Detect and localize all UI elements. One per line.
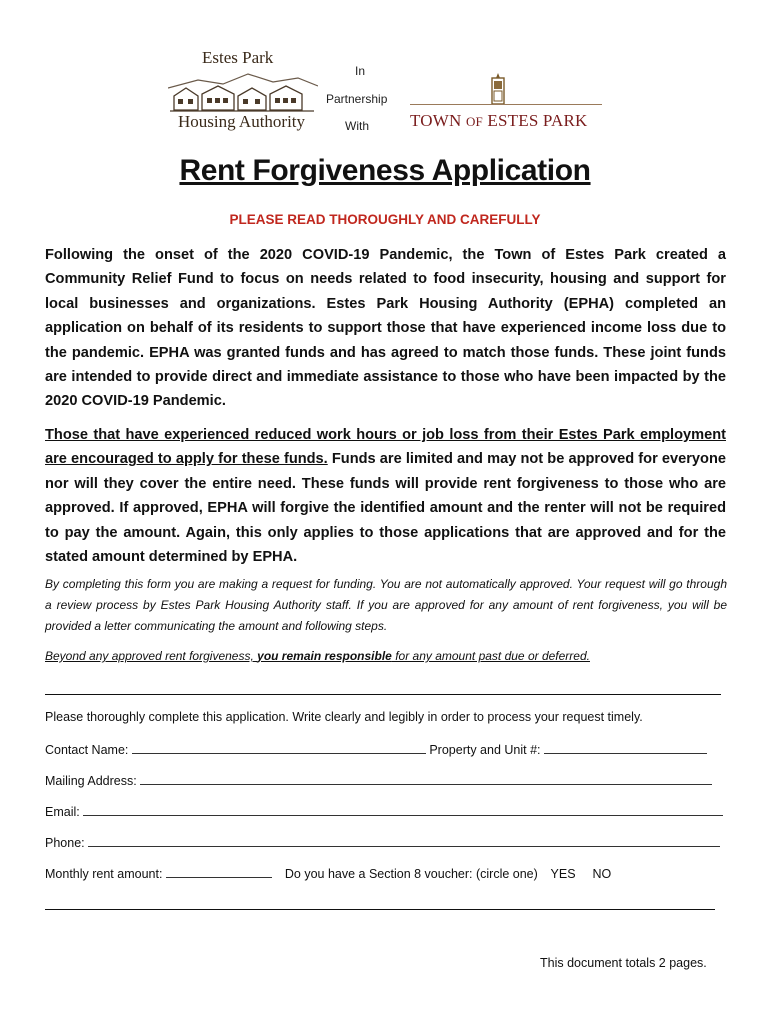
- monthly-rent-label: Monthly rent amount:: [45, 867, 163, 881]
- phone-field[interactable]: [88, 834, 720, 847]
- monthly-rent-field[interactable]: [166, 865, 272, 878]
- mailing-row: [45, 772, 712, 788]
- phone-label: Phone:: [45, 836, 85, 850]
- epha-logo: [168, 44, 318, 138]
- section8-no-option[interactable]: NO: [592, 867, 612, 881]
- email-row: [45, 803, 723, 819]
- responsibility-bold: you remain responsible: [257, 649, 392, 663]
- page-title: Rent Forgiveness Application: [179, 154, 591, 187]
- contact-name-label: Contact Name:: [45, 743, 129, 757]
- town-logo-rule: [410, 104, 602, 105]
- phone-row: [45, 834, 720, 850]
- eligibility-paragraph: [45, 423, 726, 569]
- property-unit-label: Property and Unit #:: [429, 743, 541, 757]
- eligibility-rest: Funds are limited and may not be approved for everyone nor will they cover the entire need. These funds will provide rent forgiveness to those who are approved. If approved, EPHA will forgive the identified amount and the renter will not be required to pay the amount. Again, this only applies to those applications that are approved and for the stated amount determined by EPHA.: [45, 451, 726, 566]
- partnership-with: With: [345, 119, 369, 133]
- section8-yes-option[interactable]: YES: [550, 867, 576, 881]
- review-process-note: By completing this form you are making a request for funding. You are not automatically approved. Your request will go through a review process by Estes Park Housing Authority staff. If you are approved for any amount of rent forgiveness, you will be provided a letter communicating the amount and following steps.: [45, 577, 727, 633]
- town-logo-text: TOWN OF ESTES PARK: [410, 111, 588, 130]
- email-label: Email:: [45, 805, 80, 819]
- rent-row: [45, 865, 611, 881]
- partnership-in: In: [355, 64, 366, 78]
- epha-logo-line1: Estes Park: [202, 48, 274, 67]
- eligibility-underlined: Those that have experienced reduced work hours or job loss from their Estes Park employment are encouraged to apply for these funds.: [45, 427, 726, 468]
- property-unit-field[interactable]: [544, 741, 707, 754]
- section8-question: Do you have a Section 8 voucher: (circle one): [284, 867, 538, 881]
- town-logo: [410, 72, 605, 136]
- email-field[interactable]: [83, 803, 723, 816]
- responsibility-note: Beyond any approved rent forgiveness, you remain responsible for any amount past due or deferred.: [45, 649, 590, 663]
- contact-name-field[interactable]: [132, 741, 426, 754]
- contact-row: [45, 741, 707, 757]
- partnership-word: Partnership: [326, 92, 388, 106]
- form-instructions: Please thoroughly complete this application. Write clearly and legibly in order to process your request timely.: [45, 710, 643, 724]
- intro-paragraph: Following the onset of the 2020 COVID-19 Pandemic, the Town of Estes Park created a Community Relief Fund to focus on needs related to food insecurity, housing and support for local businesses and organizations. Estes Park Housing Authority (EPHA) completed an application on behalf of its residents to support those that have experienced income loss due to the pandemic. EPHA was granted funds and has agreed to match those funds. These joint funds are intended to provide direct and immediate assistance to those who have been impacted by the 2020 COVID-19 Pandemic.: [45, 247, 726, 410]
- epha-logo-line2: Housing Authority: [178, 112, 306, 131]
- page-count-footer: This document totals 2 pages.: [540, 956, 707, 970]
- mailing-address-label: Mailing Address:: [45, 774, 137, 788]
- section-divider-bottom: [45, 909, 715, 910]
- town-emblem-icon: [490, 72, 506, 106]
- read-carefully-warning: PLEASE READ THOROUGHLY AND CAREFULLY: [229, 212, 541, 227]
- housing-illustration-icon: [168, 70, 318, 116]
- section-divider-top: [45, 694, 721, 695]
- mailing-address-field[interactable]: [140, 772, 712, 785]
